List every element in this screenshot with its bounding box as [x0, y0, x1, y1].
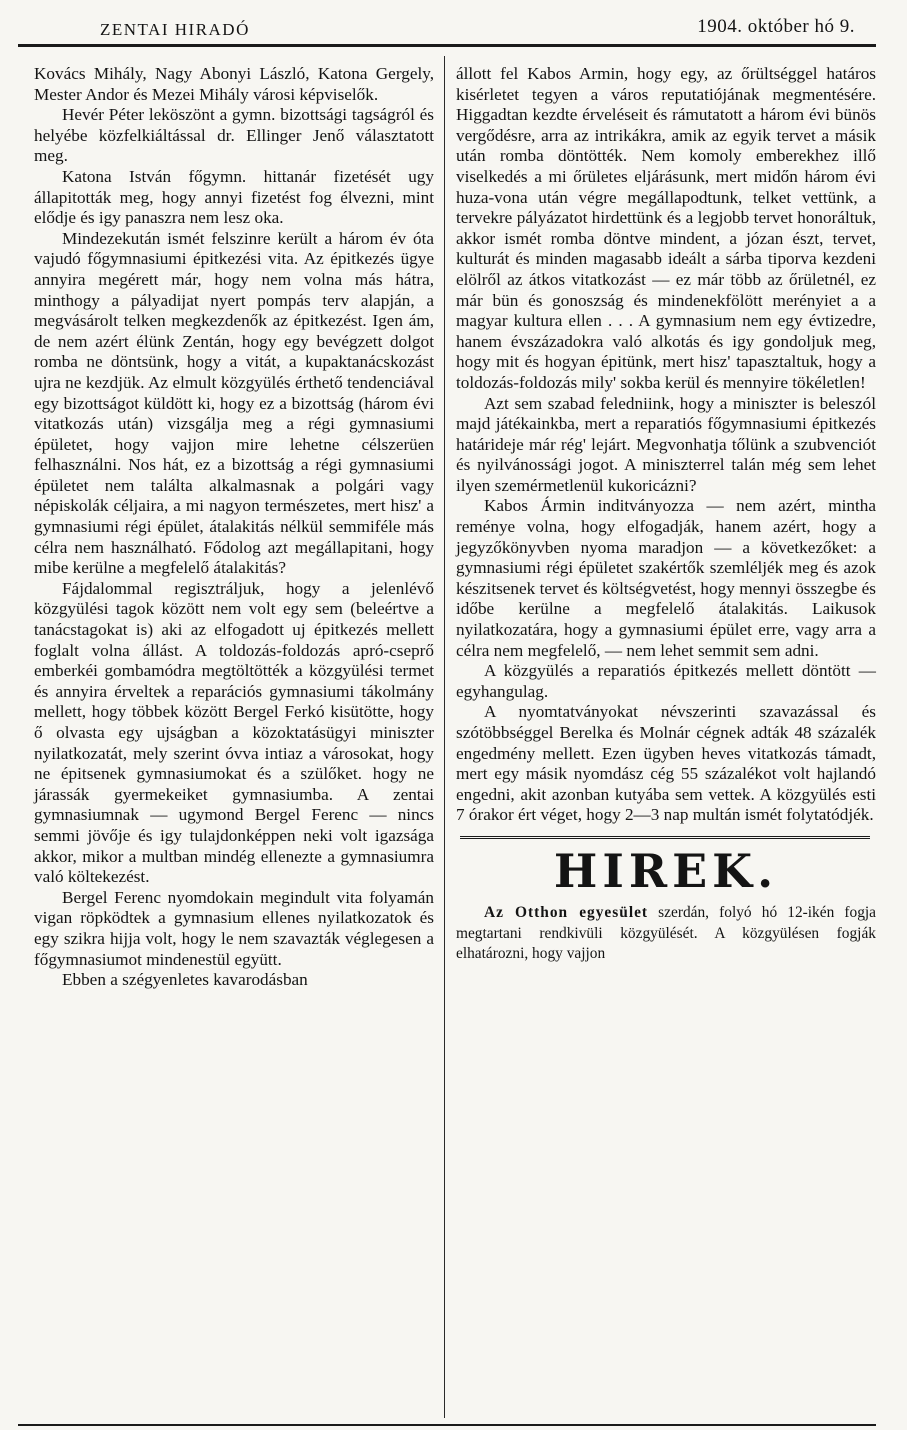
masthead: ZENTAI HIRADÓ — [100, 20, 250, 39]
paragraph: Kabos Ármin inditványozza — nem azért, mintha reménye volna, hogy elfogadják, hanem azért, hogy a jegyzőkönyvben nyoma maradjon — a következőket: a gymnasiumi régi épületet szakértők szemléljék meg és azok készitsenek tervet és költségvetést, hogy mennyi összegbe és időbe kerülne a megfelelő átalakitás. Laikusok nyilatkozatára, hogy a gymnasiumi épület erre, vagy arra a célra nem megfelelő, — nem lehet semmit sem adni. — [456, 496, 876, 660]
paragraph: Mindezekután ismét felszinre került a három év óta vajudó főgymnasiumi épitkezési vita. Az épitkezés ügye annyira megérett már, hogy nem volna más hátra, minthogy a pályadijat nyert pompás terv alapján, a megvásárolt telken megkezdenők az épitkezést. Igen ám, de nem azért élünk Zentán, hogy egy bevégzett dolgot romba ne döntsünk, hogy a vitát, a kupaktanácskozást ujra ne kezdjük. Az elmult közgyülés érthető tendenciával egy bizottságot küldött ki, hogy ez a bizottság (három évi vitatkozás után) vizsgálja meg a régi gymnasiumi épületet, hogy vajjon mire lehetne célszerüen felhasználni. Nos hát, ez a bizottság a régi gymnasiumi épületet nem találta alkalmasnak a polgári vagy népiskolák céljaira, a mi nagyon természetes, mert hisz' a gymnasiumi régi épület, átalakitás nélkül semmiféle más célra nem használható. Fődolog azt megállapitani, hogy mibe kerülne a megfelelő átalakitás? — [34, 228, 434, 578]
section-rule — [460, 836, 870, 839]
paragraph: A közgyülés a reparatiós épitkezés mellett döntött — egyhangulag. — [456, 661, 876, 701]
paragraph: Katona István főgymn. hittanár fizetését ugy állapitották meg, hogy annyi fizetést fog élvezni, mint elődje és igy panaszra nem lesz oka. — [34, 166, 434, 228]
news-item-lead: Az Otthon egyesület — [484, 903, 649, 921]
paragraph: Fájdalommal regisztráljuk, hogy a jelenlévő közgyülési tagok között nem volt egy sem (beleértve a tanácstagokat is) aki az elfogadott uj épitkezés mellett foglalt volna állást. A toldozás-foldozás apró-cseprő emberkéi gombamódra megtöltötték a közgyülési termet és annyira érveltek a reparációs gymnasiumi tákolmány mellett, hogy többek között Bergel Ferkó kisütötte, hogy ő olvasta egy ujságban a közoktatásügyi miniszter nyilatkozatát, mely szerint óvva intiaz a városokat, hogy ne épitsenek gymnasiumokat és a szülőket. hogy ne járassák gyermekeiket gymnasiumba. A zentai gymnasiumnak — ugymond Bergel Ferenc — nincs semmi jövője és igy tulajdonképpen neki volt igazsága akkor, mikor a multban mindég ellenezte a gymnasiumra való költekezést. — [34, 578, 434, 887]
paragraph: Ebben a szégyenletes kavarodásban — [62, 970, 308, 990]
issue-date: 1904. október hó 9. — [697, 16, 855, 37]
page-header — [0, 0, 907, 46]
paragraph: Bergel Ferenc nyomdokain megindult vita folyamán vigan röpködtek a gymnasium ellenes nyilatkozatok és egy szikra hijja volt, hogy le nem szavazták véglegesen a főgymnasiumot mindenestül együtt. — [34, 887, 434, 969]
paragraph: Kovács Mihály, Nagy Abonyi László, Katona Gergely, Mester Andor és Mezei Mihály városi képviselők. — [34, 64, 434, 104]
section-title-hirek: HIREK. — [553, 843, 779, 898]
footer-rule — [18, 1424, 876, 1426]
right-column — [456, 64, 876, 965]
left-column — [34, 64, 434, 991]
header-rule — [18, 44, 876, 47]
news-item — [456, 903, 876, 965]
paragraph: Azt sem szabad feledniink, hogy a miniszter is beleszól majd játékainkba, mert a reparatiós főgymnasiumi épitkezés határideje már rég' lejárt. Megvonhatja tőlünk a szubvenciót és nyilvánossági jogot. A miniszterrel talán még sem lehet ilyen szemérmetlenül kukoricázni? — [456, 393, 876, 495]
news-item-text: szerdán, folyó hó 12-ikén fogja megtartani rendkivüli közgyülését. A közgyülésen fogják elhatározni, hogy vajjon — [456, 903, 877, 963]
column-divider — [444, 56, 445, 1418]
paragraph: állott fel Kabos Armin, hogy egy, az őrültséggel határos kisérletet tegyen a város reputatiójának megmentésére. Higgadtan kezdte érveléseit és rámutatott a három évi bünös vergődésre, arra az intrikákra, amik az egyik tervet a másik után romba döntötték. Nem komoly emberekhez illő viselkedés a mi őrületes eljárásunk, mert midőn három évi huza-vona után végre megállapodtunk, telket vettünk, a tervekre pályázatot hirdettünk és a legjobb tervet honoráltuk, akkor ismét romba döntve mindent, a józan észt, tervet, kulturát és minden magasabb ideált a sárba tiporva kezdeni elölről az átkos vitatkozást — ez már több az őrületnél, ez már bün és gonoszság és mindenekfölött merényiet a a magyar kultura ellen . . . A gymnasium nem egy évtizedre, hanem évszázadokra való alkotás és igy gondoljuk meg, hogy mit és hogyan épitünk, mert hisz' tapasztaltuk, hogy a toldozás-foldozás mily' sokba kerül és mennyire tökéletlen! — [456, 64, 876, 392]
paragraph: Hevér Péter leköszönt a gymn. bizottsági tagságról és helyébe közfelkiáltással dr. Ellinger Jenő választatott meg. — [34, 105, 434, 166]
paragraph: A nyomtatványokat névszerinti szavazással és szótöbbséggel Berelka és Molnár cégnek adták 48 százalék engedmény mellett. Ezen ügyben heves vitatkozás támadt, mert egy másik nyomdász cég 55 százalékot volt hajlandó engedni, akit azonban kutyába sem vettek. A közgyülés esti 7 órakor ért véget, hogy 2—3 nap multán ismét folytatódjék. — [456, 702, 876, 825]
